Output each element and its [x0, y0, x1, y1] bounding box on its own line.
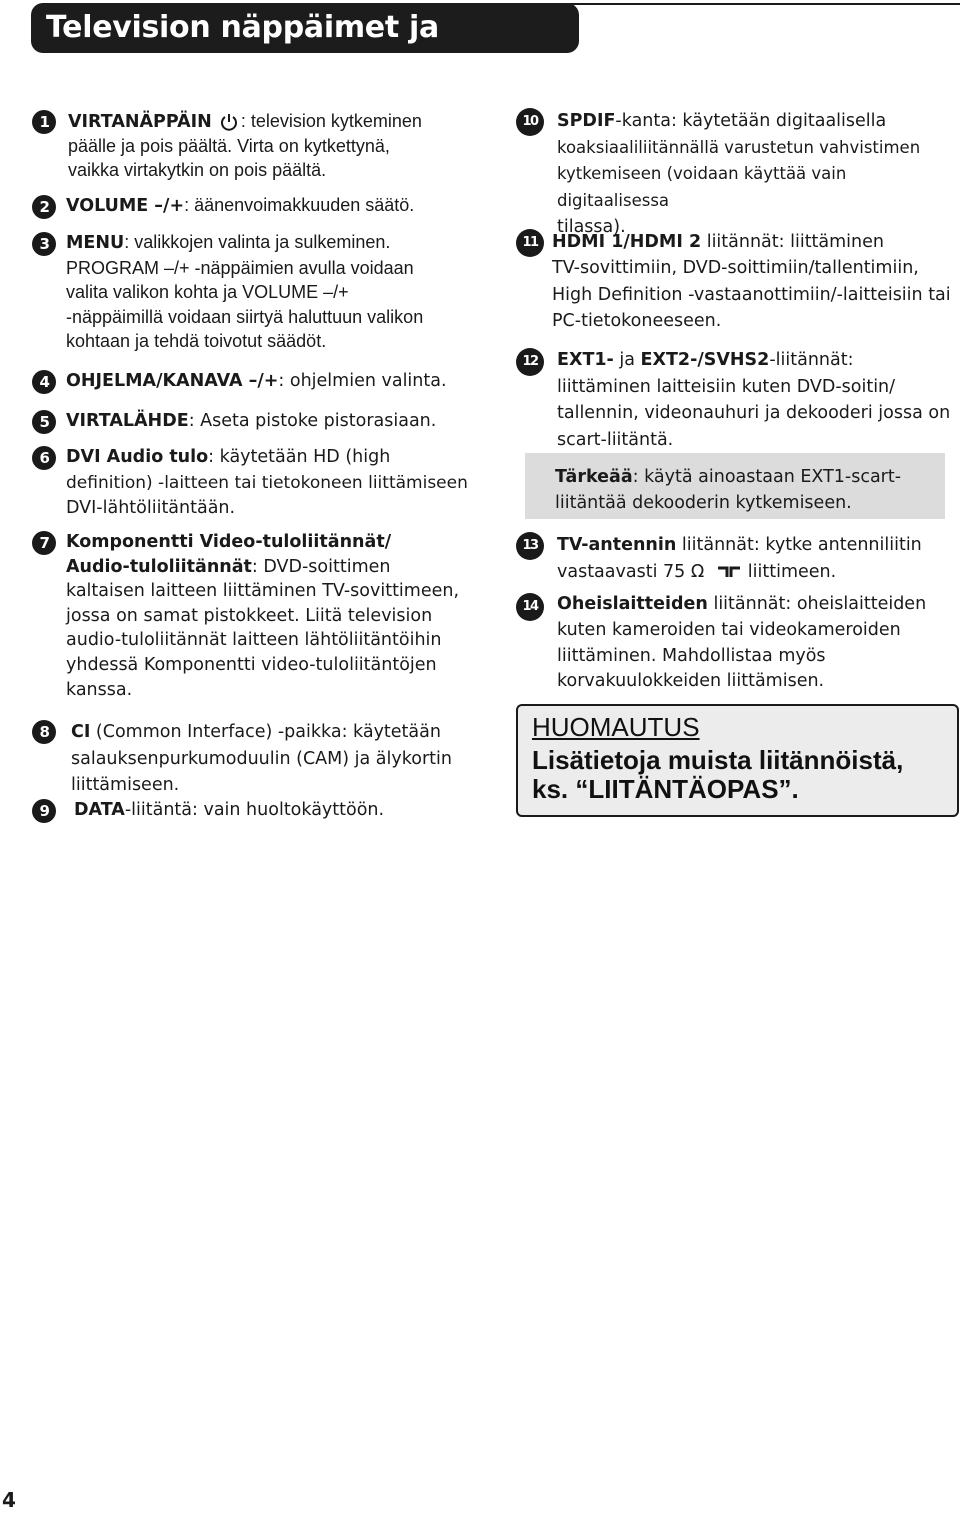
list-item: VOLUME –/+: äänenvoimakkuuden säätö. — [66, 195, 415, 216]
list-item: HDMI 1/HDMI 2 liitännät: liittäminen TV-sovittimiin, DVD-soittimiin/tallentimiin, High Definition -vastaanottimiin/-laitteisiin tai PC-tietokoneeseen. — [552, 232, 951, 331]
page-number: 4 — [2, 1488, 16, 1512]
list-item: OHJELMA/KANAVA –/+: ohjelmien valinta. — [66, 371, 447, 391]
huomautus-line-2: ks. “LIITÄNTÄOPAS”. — [532, 774, 799, 804]
header-rule — [560, 3, 960, 5]
item-number-badge: 10 — [516, 108, 544, 136]
item-number-badge: 6 — [32, 446, 56, 470]
huomautus-line-1: Lisätietoja muista liitännöistä, — [532, 745, 904, 775]
item-number-badge: 4 — [32, 370, 56, 394]
item-number-badge: 11 — [516, 229, 544, 257]
item-number-badge: 5 — [32, 410, 56, 434]
list-item: VIRTALÄHDE: Aseta pistoke pistorasiaan. — [66, 411, 437, 431]
important-note: Tärkeää: käytä ainoastaan EXT1-scart- liitäntää dekooderin kytkemiseen. — [525, 453, 945, 519]
item-number-badge: 1 — [32, 110, 56, 134]
list-item: TV-antennin liitännät: kytke antenniliitin vastaavasti 75 Ω liittimeen. — [557, 535, 922, 582]
antenna-connector-icon — [716, 565, 742, 579]
item-number-badge: 13 — [516, 532, 544, 560]
list-item: DATA-liitäntä: vain huoltokäyttöön. — [74, 800, 385, 820]
list-item: CI (Common Interface) -paikka: käytetään salauksenpurkumoduulin (CAM) ja älykortin liittämiseen. — [71, 722, 452, 795]
item-number-badge: 9 — [32, 799, 56, 823]
item-number-badge: 7 — [32, 531, 56, 555]
huomautus-heading: HUOMAUTUS — [532, 712, 700, 742]
list-item: Komponentti Video-tuloliitännät/ Audio-tuloliitännät: DVD-soittimen kaltaisen laitteen liittäminen TV-sovittimeen, jossa on samat pistokkeet. Liitä television audio-tuloliitännät laitteen lähtöliitäntöihin yhdessä Komponentti video-tuloliitäntöjen kanssa. — [66, 532, 460, 700]
huomautus-box — [516, 704, 959, 817]
item-number-badge: 8 — [32, 720, 56, 744]
item-number-badge: 14 — [516, 593, 544, 621]
list-item: DVI Audio tulo: käytetään HD (high definition) -laitteen tai tietokoneen liittämiseen DVI-lähtöliitäntään. — [66, 447, 468, 518]
item-number-badge: 2 — [32, 195, 56, 219]
page-title: Television näppäimet ja liitännät — [31, 3, 579, 53]
list-item: EXT1- ja EXT2-/SVHS2-liitännät: liittäminen laitteisiin kuten DVD-soitin/ tallennin, videonauhuri ja dekooderi jossa on scart-liitäntä. — [557, 350, 951, 450]
power-icon — [219, 112, 239, 132]
list-item: Oheislaitteiden liitännät: oheislaitteiden kuten kameroiden tai videokameroiden liittäminen. Mahdollistaa myös korvakuulokkeiden liittämisen. — [557, 594, 927, 692]
item-number-badge: 12 — [516, 348, 544, 376]
list-item: SPDIF-kanta: käytetään digitaalisella koaksiaaliliitännällä varustetun vahvistimen kytkemiseen (voidaan käyttää vain digitaalisessa tilassa). — [557, 111, 921, 237]
item-number-badge: 3 — [32, 232, 56, 256]
list-item: MENU: valikkojen valinta ja sulkeminen. PROGRAM –/+ -näppäimien avulla voidaan valita valikon kohta ja VOLUME –/+ -näppäimillä voidaan siirtyä haluttuun valikon kohtaan ja tehdä toivotut säädöt. — [66, 232, 424, 351]
list-item: VIRTANÄPPÄIN : television kytkeminen päälle ja pois päältä. Virta on kytkettynä, vaikka virtakytkin on pois päältä. — [68, 111, 422, 180]
